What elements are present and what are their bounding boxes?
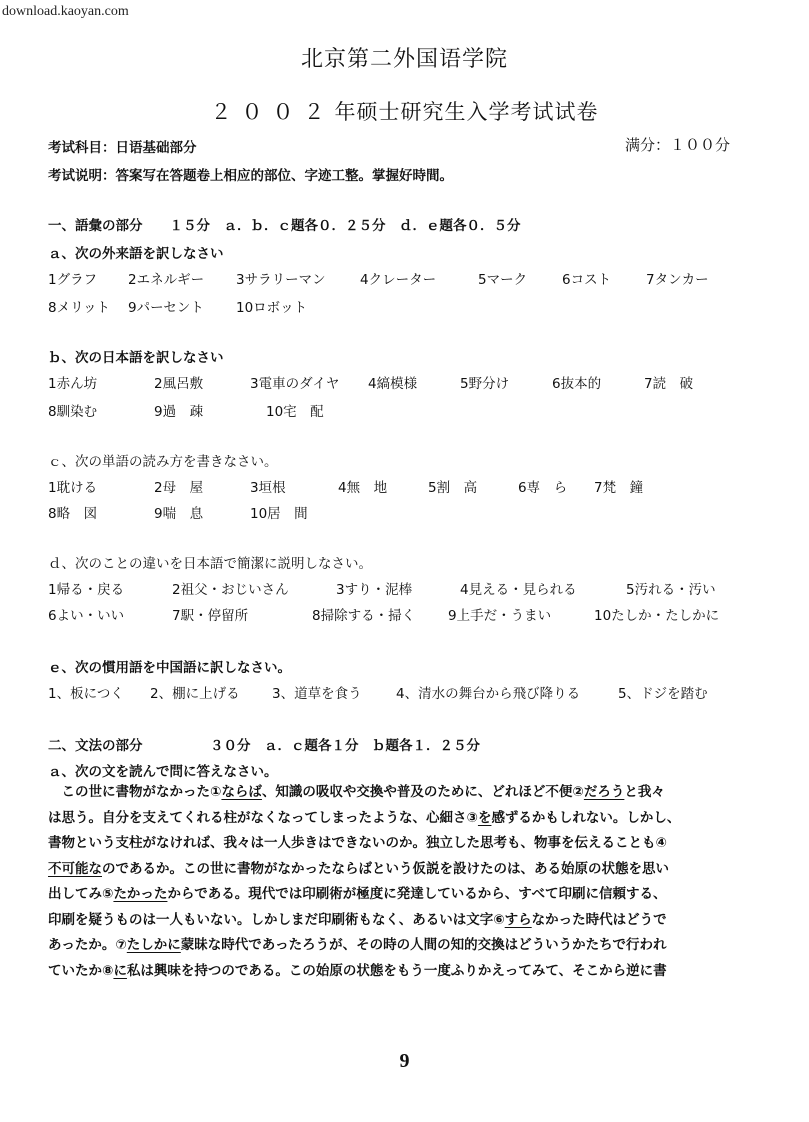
list-item: 7駅・停留所 <box>172 608 249 624</box>
underlined-blank-3: を <box>477 809 492 826</box>
section1a-prompt: ａ、次の外来語を訳しなさい <box>48 246 224 262</box>
list-item: 7タンカー <box>646 272 709 288</box>
section1b-row1 <box>48 372 693 392</box>
list-item: 1帰る・戻る <box>48 582 125 598</box>
list-item: 8掃除する・掃く <box>312 608 416 624</box>
list-item: 5汚れる・汚い <box>626 582 716 598</box>
list-item: 6よい・いい <box>48 608 125 624</box>
page-number: 9 <box>399 1050 410 1072</box>
list-item: 4無 地 <box>338 480 388 496</box>
list-item: 8メリット <box>48 300 111 316</box>
list-item: 3すり・泥棒 <box>336 582 413 598</box>
passage-line: は思う。自分を支えてくれる柱がなくなってしまったような、心細さ③を感ずるかもしれない。しかし、 <box>48 809 681 826</box>
list-item: 4見える・見られる <box>460 582 577 598</box>
list-item: 2祖父・おじいさん <box>172 582 289 598</box>
section1a-row1 <box>48 268 709 288</box>
list-item: 9喘 息 <box>154 506 204 522</box>
list-item: 3垣根 <box>250 480 286 496</box>
list-item: 5マーク <box>478 272 528 288</box>
underlined-blank-4: 不可能な <box>48 860 102 877</box>
list-item: 10たしか・たしかに <box>594 608 720 624</box>
list-item: 9パーセント <box>128 300 204 316</box>
exam-year: ２００２ <box>210 100 335 124</box>
list-item: 5割 高 <box>428 480 478 496</box>
exam-title <box>0 96 809 126</box>
list-item: 8馴染む <box>48 404 98 420</box>
underlined-blank-6: すら <box>504 911 532 928</box>
list-item: 2エネルギー <box>128 272 205 288</box>
section2a-prompt: ａ、次の文を読んで問に答えなさい。 <box>48 764 278 780</box>
underlined-blank-5: たかった <box>113 886 168 902</box>
underlined-blank-7: たしかに <box>126 937 181 953</box>
list-item: 7読 破 <box>644 376 694 392</box>
list-item: 5野分け <box>460 376 510 392</box>
section1c-prompt: ｃ、次の単語の読み方を書きなさい。 <box>48 454 278 470</box>
passage-line: 書物という支柱がなければ、我々は一人歩きはできないのか。独立した思考も、物事を伝えることも④ <box>48 835 667 851</box>
passage-line: 印刷を疑うものは一人もいない。しかしまだ印刷術もなく、あるいは文字⑥すらなかった時代はどうで <box>48 911 667 928</box>
section1b-prompt: ｂ、次の日本語を訳しなさい <box>48 350 224 366</box>
list-item: 1、板につく <box>48 686 124 702</box>
passage-line: この世に書物がなかった①ならば、知識の吸収や交換や普及のために、どれほど不便②だろうと我々 <box>48 784 665 800</box>
list-item: 1耽ける <box>48 480 98 496</box>
source-watermark: download.kaoyan.com <box>2 4 129 19</box>
list-item: 1グラフ <box>48 272 98 288</box>
passage-line: ていたか⑧に私は興味を持つのである。この始原の状態をもう一度ふりかえってみて、そこから逆に書 <box>48 962 667 979</box>
list-item: 6抜本的 <box>552 376 602 392</box>
list-item: 9上手だ・うまい <box>448 608 552 624</box>
list-item: 4縞模様 <box>368 376 418 392</box>
list-item: 2風呂敷 <box>154 376 204 392</box>
list-item: 10宅 配 <box>266 404 324 420</box>
list-item: 2、棚に上げる <box>150 686 240 702</box>
list-item: 7梵 鐘 <box>594 480 644 496</box>
section1d-row1 <box>48 578 716 598</box>
section1e-row1 <box>48 682 708 702</box>
section1c-row2 <box>48 502 308 522</box>
section1e-prompt: ｅ、次の慣用語を中国語に訳しなさい。 <box>48 660 291 676</box>
list-item: 10居 間 <box>250 506 308 522</box>
section1d-prompt: ｄ、次のことの違いを日本語で簡潔に説明しなさい。 <box>48 556 372 572</box>
list-item: 5、ドジを踏む <box>618 686 708 702</box>
exam-instructions: 考试说明：答案写在答题卷上相应的部位、字迹工整。掌握好時間。 <box>48 168 453 184</box>
section2-heading: 二、文法の部分 ３０分 ａ．ｃ題各１分 ｂ題各１．２５分 <box>48 738 480 754</box>
school-title: 北京第二外国语学院 <box>300 47 508 72</box>
list-item: 4クレーター <box>360 272 437 288</box>
list-item: 4、清水の舞台から飛び降りる <box>396 686 581 702</box>
section1c-row1 <box>48 476 643 496</box>
exam-title-text: 年硕士研究生入学考试试卷 <box>334 100 599 124</box>
passage-line: あったか。⑦たしかに蒙昧な時代であったろうが、その時の人間の知的交換はどういうかたちで行われ <box>48 937 667 953</box>
underlined-blank-2: だろう <box>583 784 625 800</box>
list-item: 3、道草を食う <box>272 686 362 702</box>
underlined-blank-1: ならば <box>221 784 262 800</box>
passage-line: 不可能なのであるか。この世に書物がなかったならばという仮説を設けたのは、ある始原の状態を思い <box>48 860 669 877</box>
list-item: 10ロボット <box>236 300 308 316</box>
list-item: 1赤ん坊 <box>48 376 98 392</box>
list-item: 8略 図 <box>48 506 98 522</box>
passage-line: 出してみ⑤たかったからである。現代では印刷術が極度に発達しているから、すべて印刷に信頼する、 <box>48 886 667 902</box>
section1a-row2 <box>48 296 307 316</box>
section1d-row2 <box>48 604 719 624</box>
list-item: 2母 屋 <box>154 480 204 496</box>
full-mark: 满分：１００分 <box>625 136 731 154</box>
list-item: 3電車のダイヤ <box>250 376 340 392</box>
list-item: 3サラリーマン <box>236 272 326 288</box>
list-item: 6コスト <box>562 272 612 288</box>
list-item: 9過 疎 <box>154 404 204 420</box>
reading-passage <box>48 780 760 984</box>
section1-heading: 一、語彙の部分 １５分 ａ．ｂ．ｃ題各０．２５分 ｄ．ｅ題各０．５分 <box>48 218 521 234</box>
exam-subject: 考试科目：日语基础部分 <box>48 140 197 156</box>
section1b-row2 <box>48 400 324 420</box>
list-item: 6専 ら <box>518 480 568 496</box>
underlined-blank-8: に <box>113 962 127 979</box>
